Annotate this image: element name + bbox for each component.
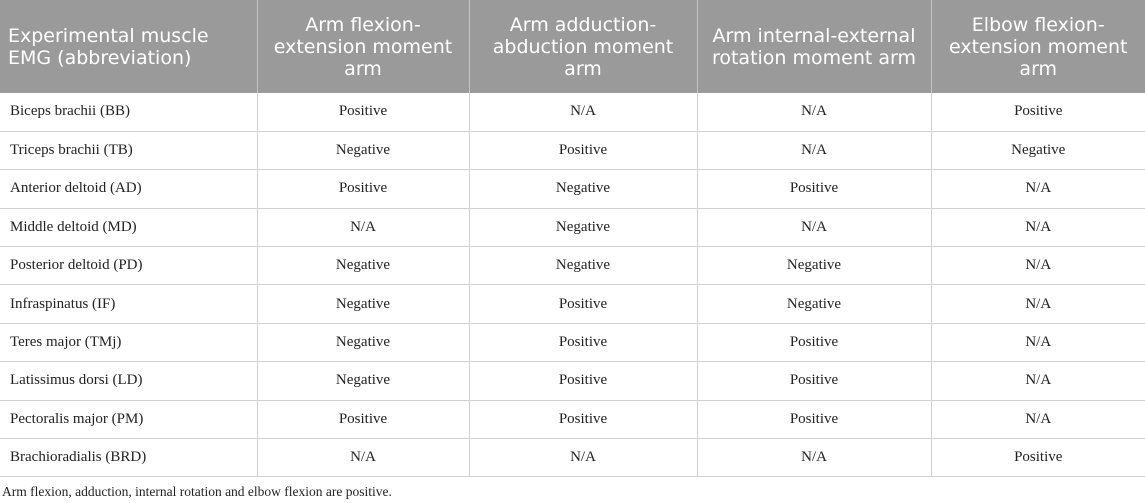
table-cell: Positive [469, 323, 697, 361]
table-row [0, 131, 1145, 169]
table-cell: N/A [931, 400, 1145, 438]
table-cell: Negative [257, 285, 469, 323]
table-cell: Negative [469, 247, 697, 285]
muscle-cell: Infraspinatus (IF) [0, 285, 257, 323]
header-muscle: Experimental muscle EMG (abbreviation) [0, 0, 257, 93]
table-cell: N/A [931, 323, 1145, 361]
table-row [0, 400, 1145, 438]
table-cell: N/A [469, 439, 697, 477]
table-cell: Positive [697, 362, 931, 400]
table-cell: Positive [697, 323, 931, 361]
table-cell: N/A [931, 247, 1145, 285]
table-row [0, 247, 1145, 285]
table-cell: Positive [469, 285, 697, 323]
muscle-cell: Brachioradialis (BRD) [0, 439, 257, 477]
table-cell: Positive [257, 93, 469, 131]
header-row [0, 0, 1145, 93]
table-cell: Negative [469, 170, 697, 208]
table-cell: N/A [257, 208, 469, 246]
table-cell: N/A [931, 208, 1145, 246]
table-cell: Negative [931, 131, 1145, 169]
table-cell: Positive [697, 400, 931, 438]
header-elbow-flexion-extension: Elbow flexion-extension moment arm [931, 0, 1145, 93]
table-cell: Positive [469, 400, 697, 438]
table-cell: N/A [697, 93, 931, 131]
muscle-cell: Biceps brachii (BB) [0, 93, 257, 131]
table-cell: Positive [697, 170, 931, 208]
header-arm-internal-external-rotation: Arm internal-external rotation moment arm [697, 0, 931, 93]
muscle-cell: Middle deltoid (MD) [0, 208, 257, 246]
muscle-cell: Anterior deltoid (AD) [0, 170, 257, 208]
muscle-cell: Latissimus dorsi (LD) [0, 362, 257, 400]
table-cell: Positive [257, 400, 469, 438]
muscle-cell: Triceps brachii (TB) [0, 131, 257, 169]
muscle-cell: Pectoralis major (PM) [0, 400, 257, 438]
table-cell: Negative [257, 131, 469, 169]
table-cell: Negative [257, 247, 469, 285]
table-row [0, 93, 1145, 131]
table-row [0, 362, 1145, 400]
table-row [0, 285, 1145, 323]
table-body [0, 93, 1145, 477]
table-row [0, 323, 1145, 361]
table-cell: Positive [469, 131, 697, 169]
muscle-cell: Teres major (TMj) [0, 323, 257, 361]
table-cell: N/A [931, 362, 1145, 400]
table-cell: N/A [931, 170, 1145, 208]
table-row [0, 439, 1145, 477]
table-cell: Positive [931, 93, 1145, 131]
table-cell: N/A [257, 439, 469, 477]
table-cell: Negative [257, 323, 469, 361]
muscle-cell: Posterior deltoid (PD) [0, 247, 257, 285]
table-row [0, 208, 1145, 246]
table-cell: Negative [697, 247, 931, 285]
table-cell: Positive [931, 439, 1145, 477]
table-cell: Negative [469, 208, 697, 246]
table-cell: Negative [257, 362, 469, 400]
table-row [0, 170, 1145, 208]
header-arm-flexion-extension: Arm flexion-extension moment arm [257, 0, 469, 93]
table-cell: Positive [469, 362, 697, 400]
table-cell: N/A [697, 439, 931, 477]
table-cell: Positive [257, 170, 469, 208]
table-cell: N/A [931, 285, 1145, 323]
table-header [0, 0, 1145, 93]
table-cell: N/A [469, 93, 697, 131]
table-cell: Negative [697, 285, 931, 323]
table-footnote: Arm flexion, adduction, internal rotation and elbow flexion are positive. [2, 484, 392, 499]
table-cell: N/A [697, 131, 931, 169]
header-arm-adduction-abduction: Arm adduction-abduction moment arm [469, 0, 697, 93]
table-cell: N/A [697, 208, 931, 246]
